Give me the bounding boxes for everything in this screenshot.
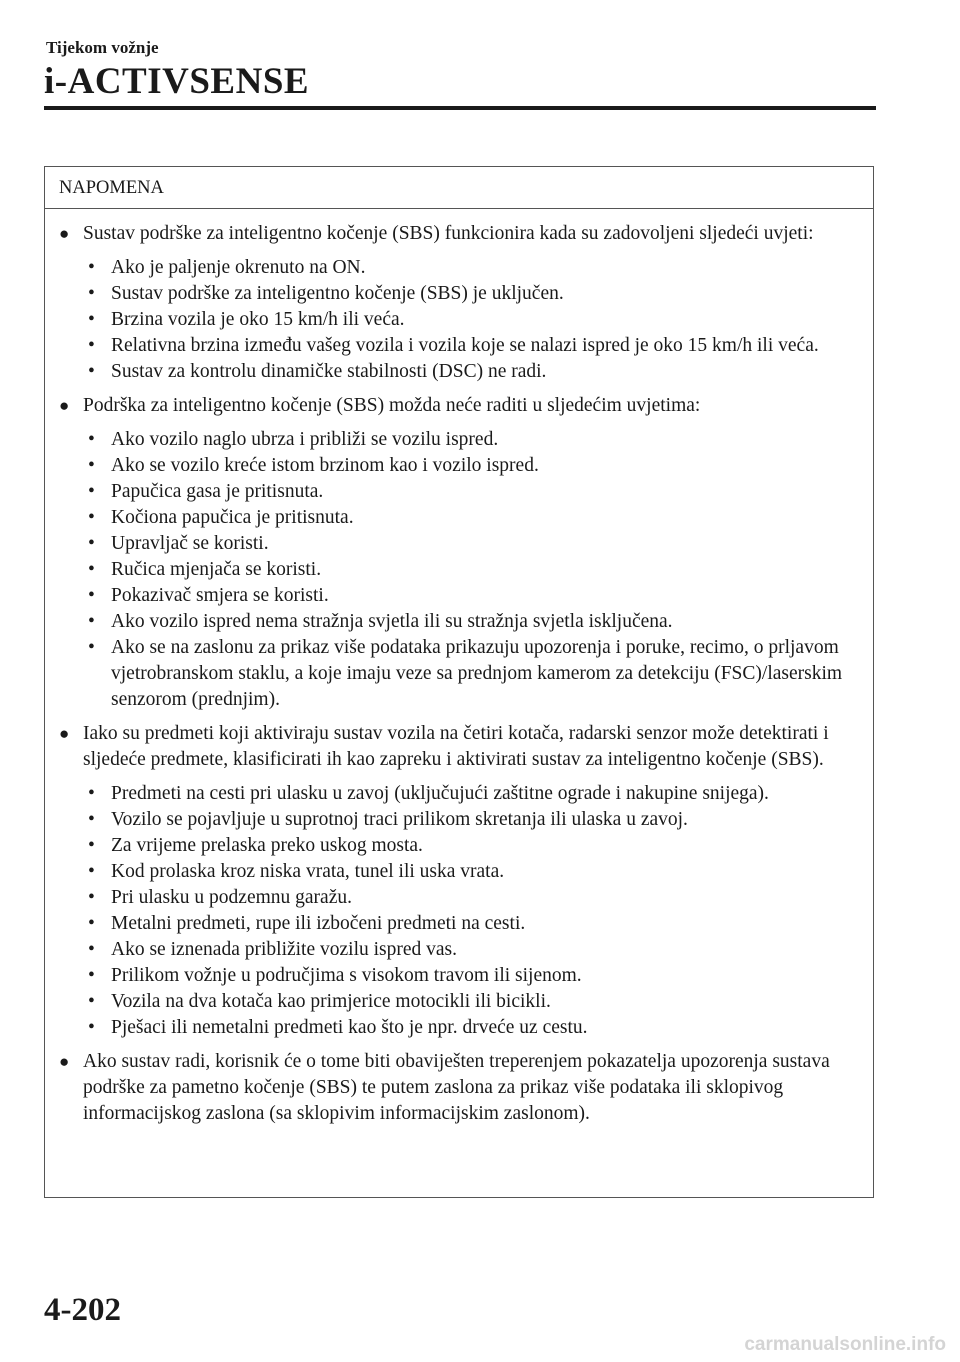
sub-list [83,427,861,713]
bullet-icon: • [88,887,95,908]
sub-list-item [83,255,861,281]
sub-list-item [83,635,861,713]
bullet-icon: • [88,257,95,278]
bullet-icon: • [88,361,95,382]
sub-list-item-text: Ako se na zaslonu za prikaz više podataka prikazuju upozorenja i poruke, recimo, o prljavom vjetrobranskom staklu, a koje imaju veze sa prednjom kamerom za detekciju (FSC)/laserskim senzorom (prednjim). [111,637,843,710]
sub-list-item [83,989,861,1015]
sub-list-item-text: Ako se vozilo kreće istom brzinom kao i vozilo ispred. [111,455,539,476]
bullet-icon: • [88,283,95,304]
sub-list-item [83,453,861,479]
watermark: carmanualsonline.info [744,1334,946,1355]
sub-list-item [83,359,861,385]
bullet-icon: • [88,585,95,606]
sub-list [83,255,861,385]
bullet-icon: • [88,309,95,330]
sub-list-item-text: Kod prolaska kroz niska vrata, tunel ili uska vrata. [111,861,505,882]
sub-list-item [83,885,861,911]
bullet-icon: • [88,965,95,986]
round-bullet-icon: ● [59,1052,70,1071]
sub-list-item-text: Ručica mjenjača se koristi. [111,559,322,580]
sub-list-item [83,859,861,885]
sub-list-item [83,781,861,807]
sub-list-item [83,937,861,963]
bullet-icon: • [88,1017,95,1038]
bullet-icon: • [88,481,95,502]
bullet-icon: • [88,783,95,804]
bullet-icon: • [88,611,95,632]
sub-list-item-text: Vozila na dva kotača kao primjerice motocikli ili bicikli. [111,991,551,1012]
bullet-icon: • [88,455,95,476]
bullet-icon: • [88,991,95,1012]
note-item [59,393,861,713]
note-item-text: Iako su predmeti koji aktiviraju sustav vozila na četiri kotača, radarski senzor može detektirati i sljedeće predmete, klasificirati ih kao zapreku i aktivirati sustav za inteligentno kočenje (SBS). [83,723,829,770]
round-bullet-icon: ● [59,396,70,415]
sub-list [83,781,861,1041]
title-rule [44,106,876,110]
bullet-icon: • [88,637,95,658]
bullet-icon: • [88,939,95,960]
sub-list-item [83,963,861,989]
chapter-title: i-ACTIVSENSE [44,61,310,102]
sub-list-item [83,479,861,505]
sub-list-item-text: Ako vozilo naglo ubrza i približi se vozilu ispred. [111,429,499,450]
sub-list-item [83,427,861,453]
sub-list-item-text: Predmeti na cesti pri ulasku u zavoj (uključujući zaštitne ograde i nakupine snijega). [111,783,769,804]
sub-list-item-text: Sustav podrške za inteligentno kočenje (SBS) je uključen. [111,283,564,304]
sub-list-item-text: Pri ulasku u podzemnu garažu. [111,887,352,908]
sub-list-item [83,833,861,859]
bullet-icon: • [88,533,95,554]
sub-list-item [83,1015,861,1041]
sub-list-item-text: Pješaci ili nemetalni predmeti kao što je npr. drveće uz cestu. [111,1017,588,1038]
sub-list-item-text: Prilikom vožnje u područjima s visokom travom ili sijenom. [111,965,582,986]
note-body [45,209,873,1127]
sub-list-item-text: Ako se iznenada približite vozilu ispred vas. [111,939,458,960]
sub-list-item [83,307,861,333]
round-bullet-icon: ● [59,724,70,743]
sub-list-item-text: Metalni predmeti, rupe ili izbočeni predmeti na cesti. [111,913,526,934]
sub-list-item-text: Za vrijeme prelaska preko uskog mosta. [111,835,423,856]
sub-list-item-text: Sustav za kontrolu dinamičke stabilnosti (DSC) ne radi. [111,361,547,382]
sub-list-item-text: Relativna brzina između vašeg vozila i vozila koje se nalazi ispred je oko 15 km/h ili veća. [111,335,819,356]
bullet-icon: • [88,861,95,882]
note-item-text: Sustav podrške za inteligentno kočenje (SBS) funkcionira kada su zadovoljeni sljedeći uvjeti: [83,223,814,244]
sub-list-item [83,505,861,531]
sub-list-item [83,333,861,359]
bullet-icon: • [88,335,95,356]
note-item [59,221,861,385]
sub-list-item [83,807,861,833]
note-item [59,721,861,1041]
sub-list-item-text: Ako je paljenje okrenuto na ON. [111,257,366,278]
sub-list-item-text: Kočiona papučica je pritisnuta. [111,507,354,528]
sub-list-item [83,531,861,557]
note-item-text: Ako sustav radi, korisnik će o tome biti obaviješten treperenjem pokazatelja upozorenja sustava podrške za pametno kočenje (SBS) te putem zaslona za prikaz više podataka ili sklopivog informacijskog zaslona (sa sklopivim informacijskim zaslonom). [83,1051,830,1124]
sub-list-item [83,609,861,635]
bullet-icon: • [88,835,95,856]
bullet-icon: • [88,913,95,934]
sub-list-item-text: Brzina vozila je oko 15 km/h ili veća. [111,309,405,330]
sub-list-item-text: Upravljač se koristi. [111,533,269,554]
bullet-icon: • [88,559,95,580]
sub-list-item [83,557,861,583]
note-heading: NAPOMENA [45,167,873,209]
sub-list-item-text: Ako vozilo ispred nema stražnja svjetla ili su stražnja svjetla isključena. [111,611,673,632]
note-item-text: Podrška za inteligentno kočenje (SBS) možda neće raditi u sljedećim uvjetima: [83,395,701,416]
note-item [59,1049,861,1127]
sub-list-item-text: Vozilo se pojavljuje u suprotnoj traci prilikom skretanja ili ulaska u zavoj. [111,809,688,830]
note-box [44,166,874,1198]
page-number: 4-202 [44,1292,121,1328]
sub-list-item [83,281,861,307]
sub-list-item-text: Papučica gasa je pritisnuta. [111,481,324,502]
bullet-icon: • [88,507,95,528]
sub-list-item-text: Pokazivač smjera se koristi. [111,585,329,606]
bullet-icon: • [88,429,95,450]
section-label: Tijekom vožnje [46,38,159,57]
sub-list-item [83,911,861,937]
sub-list-item [83,583,861,609]
round-bullet-icon: ● [59,224,70,243]
bullet-icon: • [88,809,95,830]
